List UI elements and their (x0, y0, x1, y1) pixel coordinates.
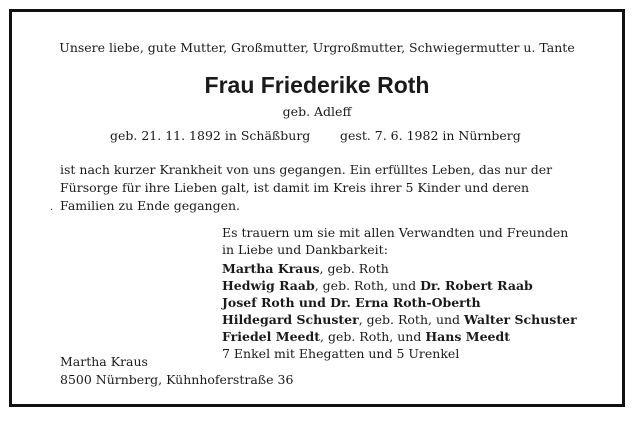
mourner-name: Martha Kraus (222, 261, 320, 276)
mourner-line (222, 312, 577, 327)
grandchildren-line: 7 Enkel mit Ehegatten und 5 Urenkel (222, 346, 460, 361)
intro-line: Unsere liebe, gute Mutter, Großmutter, Urgroßmutter, Schwiegermutter u. Tante (59, 40, 575, 55)
mourner-name: Hedwig Raab (222, 278, 315, 293)
mourner-detail: , geb. Roth (319, 261, 389, 276)
paragraph-line: ist nach kurzer Krankheit von uns gegangen. Ein erfülltes Leben, das nur der (60, 162, 553, 177)
contact-name: Martha Kraus (60, 354, 148, 369)
maiden-name: geb. Adleff (282, 104, 352, 119)
mourner-name: Hildegard Schuster (222, 312, 359, 327)
mourners-intro-line: Es trauern um sie mit allen Verwandten und Freunden (222, 225, 569, 240)
mourners-intro-line: in Liebe und Dankbarkeit: (222, 242, 388, 257)
mourner-name: Friedel Meedt (222, 329, 320, 344)
mourner-line (222, 261, 389, 276)
death-info: gest. 7. 6. 1982 in Nürnberg (340, 128, 521, 143)
mourner-detail: , geb. Roth, und (314, 278, 421, 293)
paragraph-line: Fürsorge für ihre Lieben galt, ist damit im Kreis ihrer 5 Kinder und deren (60, 180, 530, 195)
mourner-detail: , geb. Roth, und (358, 312, 465, 327)
mourner-partner: Dr. Robert Raab (420, 278, 533, 293)
mourner-line (222, 278, 533, 293)
deceased-name: Frau Friederike Roth (204, 72, 430, 98)
death-notice (9, 9, 625, 407)
contact-address: 8500 Nürnberg, Kühnhoferstraße 36 (60, 372, 294, 387)
paragraph-line: Familien zu Ende gegangen. (60, 198, 241, 213)
mourner-partner: Walter Schuster (464, 312, 577, 327)
mourner-name: Josef Roth und Dr. Erna Roth-Oberth (222, 295, 481, 310)
birth-info: geb. 21. 11. 1892 in Schäßburg (110, 128, 311, 143)
mourner-line (222, 329, 510, 344)
print-speck: . (50, 202, 54, 213)
mourner-detail: , geb. Roth, und (320, 329, 426, 344)
mourner-partner: Hans Meedt (425, 329, 510, 344)
mourner-line (222, 295, 481, 310)
